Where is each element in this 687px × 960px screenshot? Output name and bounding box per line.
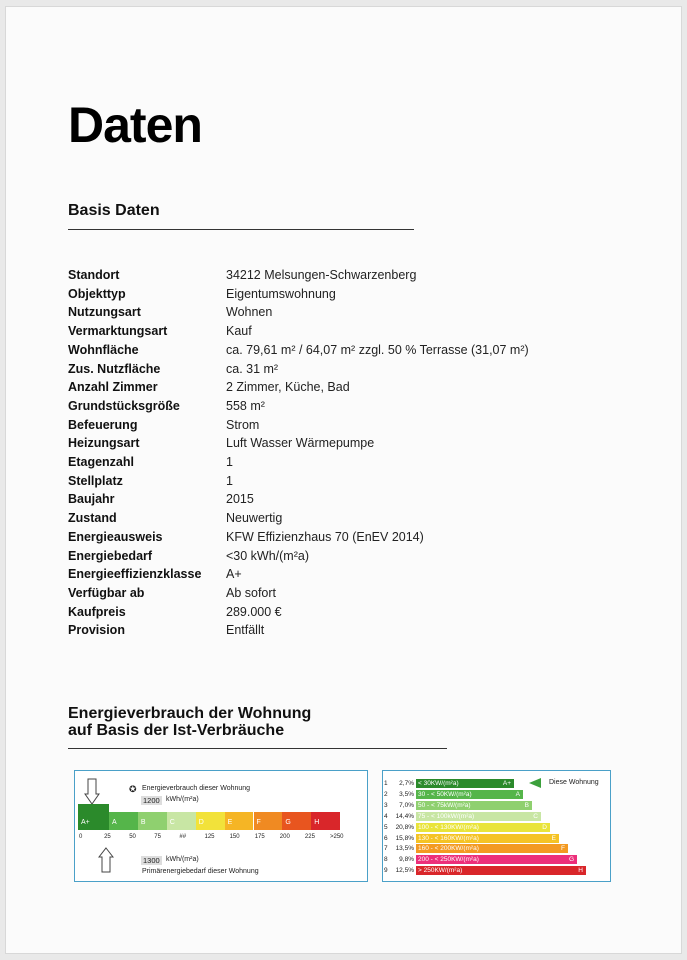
scale-tick-label: 25 bbox=[104, 834, 111, 840]
distribution-bar bbox=[416, 801, 532, 810]
scale-tick-label: 0 bbox=[79, 834, 83, 840]
marker-label: Diese Wohnung bbox=[549, 779, 599, 786]
basis-row-label: Energieeffizienzklasse bbox=[68, 567, 202, 582]
basis-row-value: Wohnen bbox=[226, 305, 273, 320]
basis-row-label: Kaufpreis bbox=[68, 604, 126, 619]
distribution-row-percent: 3,5% bbox=[399, 790, 414, 798]
efficiency-class-segment: A+ bbox=[78, 804, 109, 830]
efficiency-class-segment: G bbox=[282, 812, 311, 830]
basis-row-label: Energiebedarf bbox=[68, 548, 153, 563]
energy-heading-line2: auf Basis der Ist-Verbräuche bbox=[68, 722, 285, 739]
distribution-bar-letter: B bbox=[524, 801, 529, 809]
distribution-bar-range: > 250KW/(m²a) bbox=[418, 867, 463, 875]
basis-row-value: Neuwertig bbox=[226, 511, 283, 526]
basis-row-label: Heizungsart bbox=[68, 436, 140, 451]
basis-row-value: 2015 bbox=[226, 492, 254, 507]
basis-row-value: Entfällt bbox=[226, 623, 265, 638]
distribution-bar-letter: A bbox=[515, 790, 520, 798]
efficiency-class-segment: C bbox=[167, 812, 196, 830]
distribution-row-number: 7 bbox=[384, 845, 388, 853]
distribution-bar-letter: A+ bbox=[502, 780, 511, 787]
distribution-row-percent: 20,8% bbox=[395, 823, 414, 831]
efficiency-class-segment: H bbox=[311, 812, 340, 830]
page-title: Daten bbox=[68, 97, 202, 153]
distribution-bar-letter: G bbox=[568, 856, 574, 864]
consumption-label: Energieverbrauch dieser Wohnung bbox=[142, 785, 251, 792]
efficiency-class-segment: F bbox=[254, 812, 283, 830]
distribution-row-percent: 2,7% bbox=[399, 780, 414, 787]
info-icon: ✪ bbox=[129, 784, 137, 794]
efficiency-class-segment: B bbox=[138, 812, 167, 830]
distribution-bar bbox=[416, 866, 586, 875]
basis-row-label: Grundstücksgröße bbox=[68, 398, 180, 413]
consumption-unit: kWh/(m²a) bbox=[166, 796, 199, 803]
basis-row-label: Provision bbox=[68, 623, 125, 638]
primary-energy-value: 1300 bbox=[143, 856, 160, 865]
distribution-row-number: 5 bbox=[384, 823, 388, 831]
distribution-row-number: 4 bbox=[384, 812, 388, 820]
distribution-bar-range: 30 - < 50KW/(m²a) bbox=[418, 790, 472, 798]
basis-row-label: Vermarktungsart bbox=[68, 324, 168, 339]
distribution-row-number: 3 bbox=[384, 801, 388, 809]
basis-row-value: Luft Wasser Wärmepumpe bbox=[226, 436, 375, 451]
distribution-bar-range: 200 - < 250KW/(m²a) bbox=[418, 856, 479, 864]
scale-tick-label: 175 bbox=[254, 834, 265, 840]
distribution-row-number: 6 bbox=[384, 834, 388, 842]
distribution-bar-range: 100 - < 130KW/(m²a) bbox=[418, 823, 479, 831]
distribution-bar-range: 75 - < 100kW/(m²a) bbox=[418, 812, 475, 820]
basis-heading: Basis Daten bbox=[68, 202, 160, 219]
distribution-bar bbox=[416, 855, 577, 864]
distribution-bar-range: 130 - < 160KW/(m²a) bbox=[418, 834, 479, 842]
basis-row-label: Baujahr bbox=[68, 492, 115, 507]
basis-row-label: Anzahl Zimmer bbox=[68, 380, 158, 395]
scale-tick-label: 75 bbox=[154, 834, 161, 840]
basis-row-value: Strom bbox=[226, 417, 260, 432]
distribution-bar-range: 160 - < 200KW/(m²a) bbox=[418, 845, 479, 853]
basis-row-value: Eigentumswohnung bbox=[226, 286, 336, 301]
basis-row-value: ca. 31 m² bbox=[226, 361, 279, 376]
distribution-bar-letter: F bbox=[561, 845, 565, 853]
basis-row-value: 1 bbox=[226, 473, 233, 488]
basis-row-value: ca. 79,61 m² / 64,07 m² zzgl. 50 % Terrasse (31,07 m²) bbox=[226, 342, 529, 357]
basis-row-value: Ab sofort bbox=[226, 585, 277, 600]
primary-energy-unit: kWh/(m²a) bbox=[166, 856, 199, 863]
distribution-bar-letter: E bbox=[551, 834, 556, 842]
distribution-bar bbox=[416, 823, 550, 832]
distribution-row-percent: 9,8% bbox=[399, 856, 414, 864]
basis-row-label: Zustand bbox=[68, 511, 117, 526]
basis-row-label: Wohnfläche bbox=[68, 342, 139, 357]
distribution-row-percent: 14,4% bbox=[395, 812, 414, 820]
down-arrow-icon bbox=[84, 778, 100, 806]
distribution-row-percent: 13,5% bbox=[395, 845, 414, 853]
distribution-row-number: 2 bbox=[384, 790, 388, 798]
basis-row-label: Befeuerung bbox=[68, 417, 138, 432]
basis-divider bbox=[68, 229, 414, 230]
distribution-row-percent: 15,8% bbox=[395, 834, 414, 842]
basis-row-label: Zus. Nutzfläche bbox=[68, 361, 161, 376]
distribution-bar bbox=[416, 790, 523, 799]
basis-row-label: Stellplatz bbox=[68, 473, 123, 488]
scale-tick-label: 125 bbox=[204, 834, 215, 840]
primary-energy-label: Primärenergiebedarf dieser Wohnung bbox=[142, 868, 259, 875]
basis-row-value: 2 Zimmer, Küche, Bad bbox=[226, 380, 350, 395]
scale-tick-label: 200 bbox=[279, 834, 290, 840]
scale-tick-label: 50 bbox=[129, 834, 136, 840]
distribution-row-number: 9 bbox=[384, 867, 388, 875]
distribution-row-number: 1 bbox=[384, 780, 388, 787]
basis-row-label: Etagenzahl bbox=[68, 455, 134, 469]
basis-row-label: Energieausweis bbox=[68, 529, 163, 544]
basis-row-label: Verfügbar ab bbox=[68, 585, 145, 600]
distribution-row-number: 8 bbox=[384, 856, 388, 864]
marker-arrow-icon bbox=[528, 778, 542, 788]
distribution-bar-letter: H bbox=[578, 867, 583, 875]
distribution-row-percent: 7,0% bbox=[399, 801, 414, 809]
consumption-value: 1200 bbox=[143, 796, 160, 805]
basis-row-label: Standort bbox=[68, 268, 120, 282]
scale-tick-label: >250 bbox=[330, 834, 344, 840]
scale-tick-label: ## bbox=[179, 834, 187, 840]
scale-tick-label: 225 bbox=[304, 834, 315, 840]
up-arrow-icon bbox=[98, 847, 114, 873]
distribution-bar-range: 50 - < 75kW/(m²a) bbox=[418, 801, 471, 809]
energy-heading-line1: Energieverbrauch der Wohnung bbox=[68, 705, 312, 722]
basis-row-value: KFW Effizienzhaus 70 (EnEV 2014) bbox=[226, 529, 424, 544]
distribution-bar-letter: C bbox=[533, 812, 538, 820]
efficiency-class-segment: E bbox=[225, 812, 254, 830]
basis-row-value: Kauf bbox=[226, 324, 252, 339]
distribution-row-percent: 12,5% bbox=[395, 867, 414, 875]
efficiency-class-segment: A bbox=[109, 812, 138, 830]
distribution-bar bbox=[416, 844, 568, 853]
distribution-bar bbox=[416, 812, 541, 821]
basis-row-value: 558 m² bbox=[226, 398, 265, 413]
basis-row-value: 289.000 € bbox=[226, 604, 282, 619]
basis-row-value: A+ bbox=[226, 567, 242, 582]
basis-row-label: Objekttyp bbox=[68, 286, 126, 301]
basis-row-value: 1 bbox=[226, 455, 233, 469]
basis-row-label: Nutzungsart bbox=[68, 305, 141, 320]
efficiency-class-segment: D bbox=[196, 812, 225, 830]
basis-row-value: 34212 Melsungen-Schwarzenberg bbox=[226, 268, 417, 282]
distribution-bar-range: < 30KW/(m²a) bbox=[418, 780, 459, 787]
energy-divider bbox=[68, 748, 447, 749]
basis-row-value: <30 kWh/(m²a) bbox=[226, 548, 310, 563]
scale-tick-label: 150 bbox=[229, 834, 240, 840]
distribution-bar bbox=[416, 779, 514, 788]
distribution-bar-letter: D bbox=[542, 823, 547, 831]
distribution-bar bbox=[416, 834, 559, 843]
